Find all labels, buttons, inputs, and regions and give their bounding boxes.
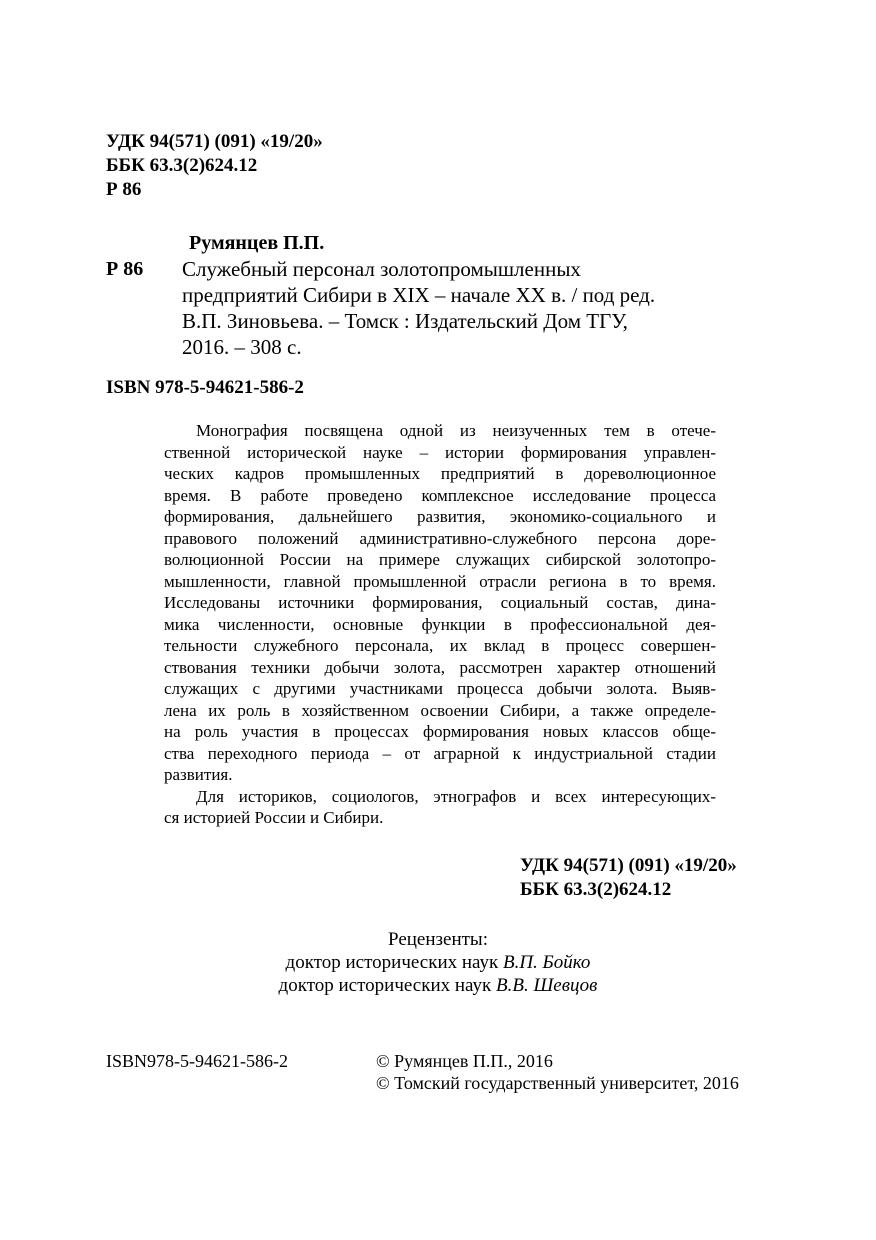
entry-author-mark: Р 86 [106,258,144,280]
reviewers-title: Рецензенты: [388,929,488,950]
abstract-line: ческих кадров промышленных предприятий в дореволюционное [164,464,716,483]
abstract-line: Исследованы источники формирования, социальный состав, дина- [164,593,716,612]
entry-line: 2016. – 308 с. [182,335,302,359]
entry-description [182,256,655,360]
abstract-line: ся историей России и Сибири. [164,808,384,827]
abstract-line: лена их роль в хозяйственном освоении Сибири, а также определе- [164,700,716,720]
abstract-line: ственной исторической науке – истории формирования управлен- [164,442,716,462]
isbn-top: ISBN 978-5-94621-586-2 [106,377,304,398]
reviewers-block [0,928,876,997]
reviewer-line [0,951,876,974]
abstract-line: ствования техники добычи золота, рассмотрен характер отношений [164,657,716,677]
classification-block-right [520,854,737,902]
isbn-bottom: ISBN978-5-94621-586-2 [106,1051,288,1071]
author-mark: Р 86 [106,179,142,200]
entry-line: предприятий Сибири в XIX – начале XX в. / под ред. [182,283,656,307]
bbk-code: ББК 63.3(2)624.12 [106,155,258,176]
entry-line: Служебный персонал золотопромышленных [182,257,581,281]
abstract-line: ства переходного периода – от аграрной к индустриальной стадии [164,743,716,763]
reviewer-line [0,974,876,997]
abstract-line: на роль участия в процессах формирования новых классов обще- [164,722,716,741]
bbk-code: ББК 63.3(2)624.12 [520,879,672,900]
abstract-line: правового положений административно-служебного персона доре- [164,528,716,548]
copyright-block [376,1050,739,1094]
abstract-line: Монография посвящена одной из неизученных тем в отече- [196,421,716,440]
udk-code: УДК 94(571) (091) «19/20» [520,855,737,876]
udk-code: УДК 94(571) (091) «19/20» [106,131,323,152]
reviewer-degree: доктор исторических наук [285,952,499,973]
abstract-line: волюционной России на примере служащих сибирской золотопро- [164,550,716,569]
abstract-line: тельности служебного персонала, их вклад в процесс совершен- [164,636,716,655]
entry-line: В.П. Зиновьева. – Томск : Издательский Дом ТГУ, [182,309,628,333]
abstract-line: формирования, дальнейшего развития, экономико-социального и [164,507,716,526]
abstract-line: служащих с другими участниками процесса добычи золота. Выяв- [164,679,716,698]
abstract-line: время. В работе проведено комплексное исследование процесса [164,485,716,505]
classification-block-top [106,130,323,202]
reviewer-name: В.П. Бойко [502,952,591,973]
reviewer-name: В.В. Шевцов [495,975,598,996]
copyright-line: © Румянцев П.П., 2016 [376,1051,553,1071]
abstract-line: мика численности, основные функции в профессиональной дея- [164,614,716,634]
copyright-line: © Томский государственный университет, 2016 [376,1073,739,1093]
abstract [164,420,716,829]
abstract-line: Для историков, социологов, этнографов и всех интересующих- [196,786,716,806]
reviewer-degree: доктор исторических наук [278,975,492,996]
abstract-line: мышленности, главной промышленной отрасли региона в то время. [164,571,716,591]
abstract-line: развития. [164,765,233,784]
entry-author: Румянцев П.П. [189,232,325,254]
